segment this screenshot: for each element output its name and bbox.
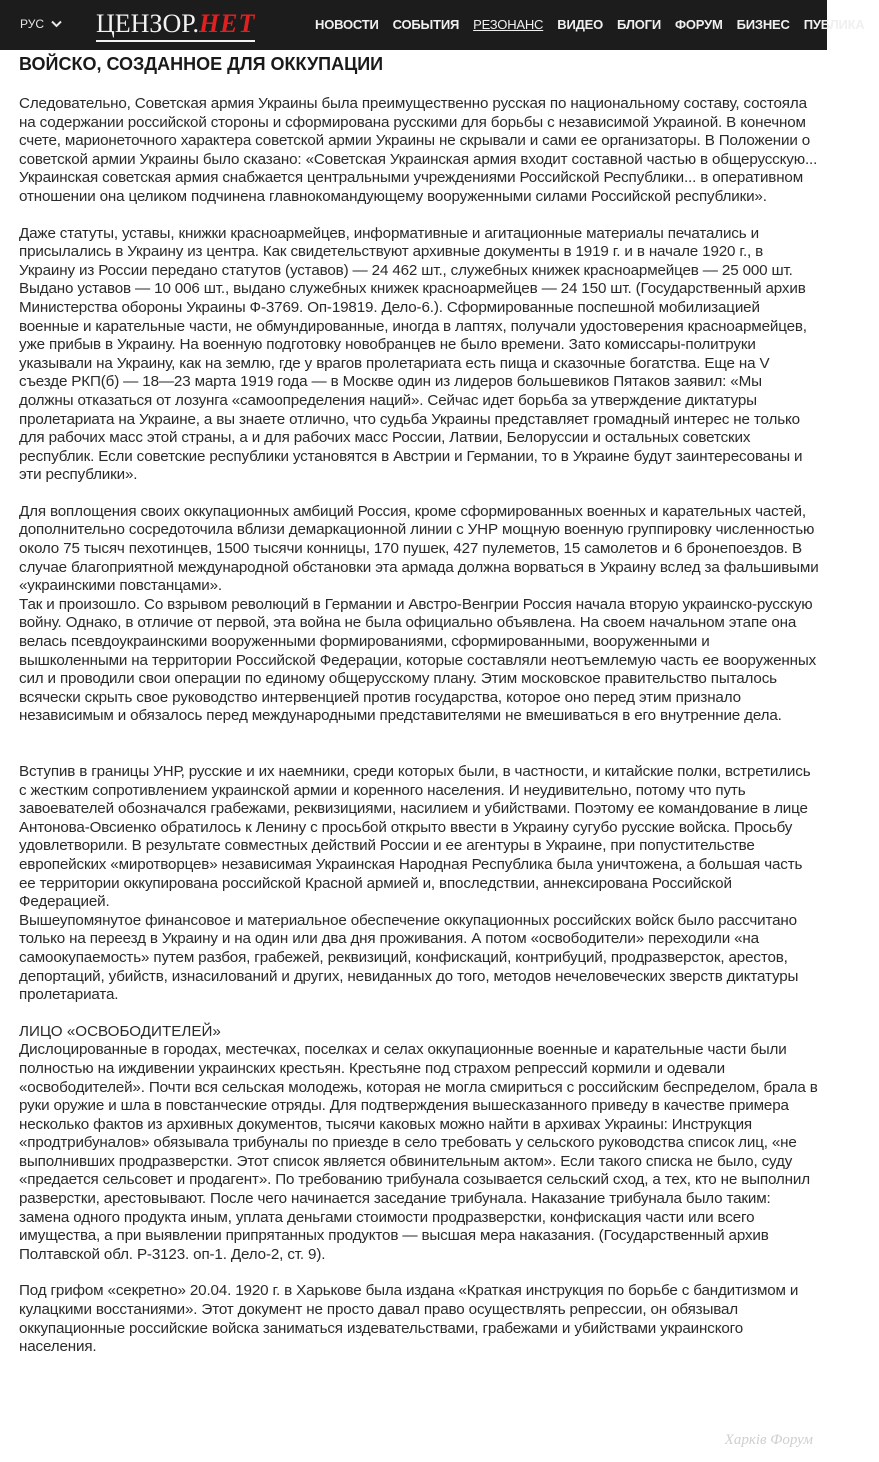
article-paragraph-5: Вступив в границы УНР, русские и их наемники, среди которых были, в частности, и китайские полки, встретились с жестким сопротивлением украинской армии и коренного населения. И неудивительно, потому что путь завоевателей обозначался грабежами, реквизициями, насилием и убийствами. Поэтому ее командование в лице Антонова-Овсиенко обратилось к Ленину с просьбой открыто ввести в Украину сугубо русские войска. Просьбу удовлетворили. В результате совместных действий России и ее агентуры в Украине, при попустительстве европейских «миротворцев» независимая Украинская Народная Республика была уничтожена, а большая часть ее территории оккупирована российской Красной армией и, впоследствии, аннексирована Российской Федерацией. xyxy=(19,763,811,911)
logo-net-text: НЕТ xyxy=(198,9,256,38)
nav-item-resonance[interactable]: РЕЗОНАНС xyxy=(473,17,544,32)
nav-item-blogs[interactable]: БЛОГИ xyxy=(617,17,661,32)
article-paragraph-6: Вышеупомянутое финансовое и материальное обеспечение оккупационных российских войск было рассчитано только на переезд в Украину и на один или два дня проживания. А потом «освободители» переходили «на самоокупаемость» путем разбоя, грабежей, реквизиций, конфискаций, контрибуций, продразверсток, арестов, депортаций, убийств, изнасилований и других, невиданных до того, методов нечеловеческих зверств диктатуры пролетариата. xyxy=(19,911,799,1004)
article-paragraph-3: Для воплощения своих оккупационных амбиций Россия, кроме сформированных военных и карательных частей, дополнительно сосредоточила вблизи демаркационной линии с УНР мощную военную группировку численностью около 75 тысяч пехотинцев, 1500 тысячи конницы, 170 пушек, 427 пулеметов, 15 самолетов и 6 бронепоездов. В случае благоприятной международной обстановки эта армада должна ворваться в Украину вслед за фальшивыми «украинскими повстанцами». xyxy=(19,502,819,595)
article-paragraph-2: Даже статуты, уставы, книжки красноармейцев, информативные и агитационные материалы печатались и присылались в Украину из центра. Как свидетельствуют архивные документы в 1919 г. и в начале 1920 г., в Украину из России передано статутов (уставов) — 24 462 шт., служебных книжек красноармейцев — 25 000 шт. Выдано уставов — 10 006 шт., выдано служебных книжек красноармейцев — 24 150 шт. (Государственный архив Министерства обороны Украины Ф-3769. Оп-19819. Дело-6.). Сформированные поспешной мобилизацией военные и карательные части, не обмундированные, иногда в лаптях, получали удостоверения красноармейцев, уже прибыв в Украину. На военную подготовку новобранцев не было времени. Зато комиссары-политруки указывали на Украину, как на землю, где у врагов пролетариата есть пища и сказочные богатства. Еще на V съезде РКП(б) — 18—23 марта 1919 года — в Москве один из лидеров большевиков Пятаков заявил: «Мы должны отказаться от лозунга «самоопределения наций». Сейчас идет борьба за утверждение диктатуры пролетариата на Украине, а вы знаете отлично, что судьба Украины представляет громадный интерес не только для рабочих масс этой страны, а и для рабочих масс России, Латвии, Белоруссии и остальных советских республик. Если советские республики установятся в Австрии и Германии, то в Украине будут заинтересованы и эти республики». xyxy=(19,224,807,484)
section-heading: ВОЙСКО, СОЗДАННОЕ ДЛЯ ОККУПАЦИИ xyxy=(19,54,384,74)
main-nav xyxy=(315,17,879,32)
article-body xyxy=(19,50,819,1357)
chevron-down-icon xyxy=(51,20,62,28)
article-paragraph-8: Под грифом «секретно» 20.04. 1920 г. в Харькове была издана «Краткая инструкция по борьбе с бандитизмом и кулацкими восстаниями». Этот документ не просто давал право осуществлять репрессии, он обязывал оккупационные российские войска заниматься издевательствами, грабежами и убийствами украинского населения. xyxy=(19,1282,799,1356)
forum-watermark: Харків Форум xyxy=(724,1432,813,1448)
nav-item-news[interactable]: НОВОСТИ xyxy=(315,17,379,32)
nav-item-forum[interactable]: ФОРУМ xyxy=(675,17,723,32)
nav-item-video[interactable]: ВИДЕО xyxy=(557,17,604,32)
nav-item-events[interactable]: СОБЫТИЯ xyxy=(392,17,460,32)
article-paragraph-7: Дислоцированные в городах, местечках, поселках и селах оккупационные военные и карательные части были полностью на иждивении украинских крестьян. Крестьяне под страхом репрессий кормили и одевали «освободителей». Почти вся сельская молодежь, которая не могла смириться с российским беспределом, брала в руки оружие и шла в повстанческие отряды. Для подтверждения вышесказанного приведу в качестве примера несколько фактов из архивных документов, тысячи каковых можно найти в архивах Украины: Инструкция «продтрибуналов» обязывала трибуналы по приезде в село требовать у сельского руководства список лиц, «не выполнивших продразверстки. Этот список является обвинительным актом». Если такого списка не было, суду «предается сельсовет и продагент». По требованию трибунала созывается сельский сход, а тех, кто не выполнил разверстки, арестовывают. После чего начинается заседание трибунала. Наказание трибунала было таким: замена одного продукта иным, уплата деньгами стоимости продразверстки, конфискация части или всего имущества, а при выявлении припрятанных продуктов — высшая мера наказания. (Государственный архив Полтавской обл. Р-3123. оп-1. Дело-2, ст. 9). xyxy=(19,1041,818,1263)
nav-item-business[interactable]: БИЗНЕС xyxy=(736,17,790,32)
language-label: РУС xyxy=(20,17,45,31)
language-selector[interactable] xyxy=(20,17,62,31)
article-paragraph-4: Так и произошло. Со взрывом революций в Германии и Австро-Венгрии Россия начала вторую украинско-русскую войну. Однако, в отличие от первой, эта война не была официально объявлена. На своем начальном этапе она велась псевдоукраинскими вооруженными формированиями, сформированными, вооруженными и вышколенными на территории Российской Федерации, которые составляли неотъемлемую часть ее вооруженных сил и проводили свои операции по единому общерусскому плану. Этим московское правительство пыталось всячески скрыть свое руководство интервенцией против государства, которое оно перед этим признало независимым и обязалось перед международными представителями не вмешиваться в его внутренние дела. xyxy=(19,595,817,725)
nav-item-publications[interactable]: ПУБЛИКА xyxy=(803,17,865,32)
logo-main-text: ЦЕНЗОР. xyxy=(96,9,199,38)
section-subheading: ЛИЦО «ОСВОБОДИТЕЛЕЙ» xyxy=(19,1022,221,1040)
logo-underline xyxy=(96,40,255,42)
top-navigation-bar xyxy=(0,0,865,50)
article-paragraph-1: Следовательно, Советская армия Украины была преимущественно русская по национальному составу, состояла на содержании российской стороны и сформирована русскими для борьбы с независимой Украиной. В конечном счете, марионеточного характера советской армии Украины не скрывали и сами ее организаторы. В Положении о советской армии Украины было сказано: «Советская Украинская армия входит составной частью в общерусскую... Украинская советская армия снабжается центральными учреждениями Российской Республики... в оперативном отношении она целиком подчинена главнокомандующему вооруженными силами Российской республики». xyxy=(19,95,818,205)
site-logo[interactable] xyxy=(96,9,255,39)
